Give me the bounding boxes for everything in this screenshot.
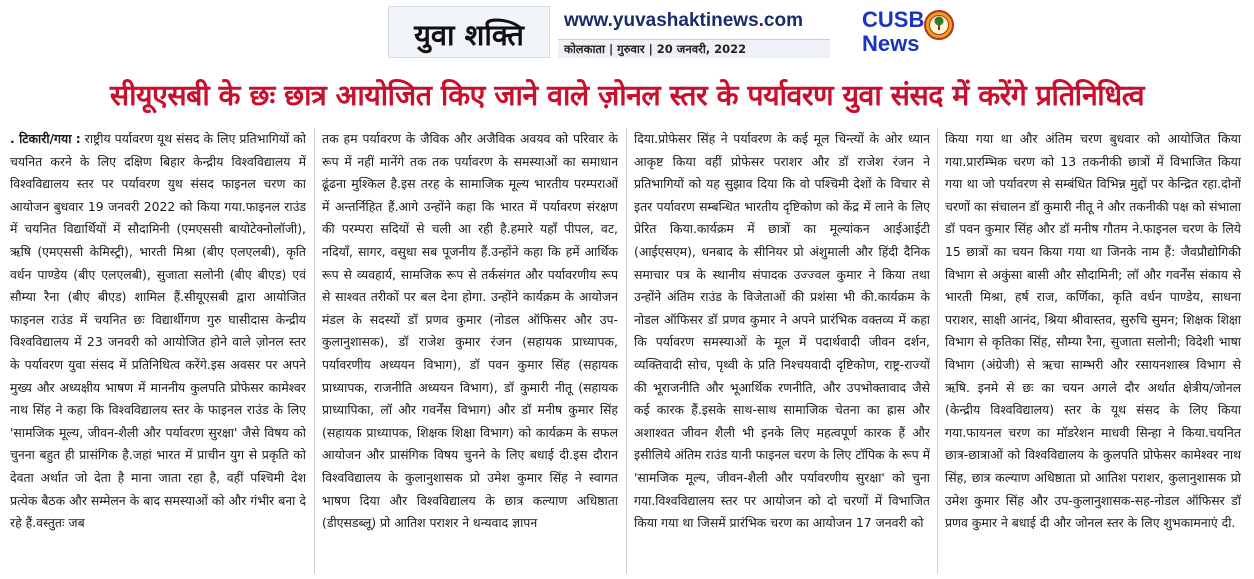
article-column-3: दिया.प्रोफेसर सिंह ने पर्यावरण के कई मूल चिन्त्यों के ओर ध्यान आकृष्ट किया वहीं प्रोफेसर पराशर और डॉ राजेश रंजन ने प्रतिभागियों को यह सुझाव दिया कि वो पश्चिमी देशों के विचार से इतर पर्यावरण सम्बन्धित भारतीय दृष्टिकोण को केंद्र में लाने के लिए प्रेरित किया.कार्यक्रम में छात्रों का मूल्यांकन आईआईटी (आईएसएम), धनबाद के सीनियर प्रो अंशुमाली और हिंदी दैनिक समाचार पत्र के स्थानीय संपादक उज्ज्वल कुमार ने किया तथा उन्होंने अंतिम राउंड के विजेताओं की प्रशंसा भी की.कार्यक्रम के नोडल ऑफिसर डॉ प्रणव कुमार ने अपने प्रारंभिक वक्तव्य में कहा कि पर्यावरण समस्याओं के मूल में पदार्थवादी जीवन दर्शन, व्यक्तिवादी सोच, पृथ्वी के प्रति निश्चयवादी दृष्टिकोण, राष्ट्र-राज्यों की भूराजनीति और भूआर्थिक रणनीति, और उपभोक्तावाद जैसे कई कारक हैं.इसके साथ-साथ सामाजिक चेतना का ह्रास और अशाश्वत जीवन शैली भी इनके लिए महत्वपूर्ण कारक हैं और इसीलिये अंतिम राउंड यानी फाइनल चरण के लिए टॉपिक के रूप में 'सामजिक मूल्य, जीवन-शैली और पर्यावरणीय सुरक्षा' को चुना गया.विश्वविद्यालय स्तर पर आयोजन को दो चरणों में विभाजित किया गया था जिसमें प्रारंभिक चरण का आयोजन 17 जनवरी को — [634, 131, 930, 531]
newspaper-name: युवा शक्ति — [414, 18, 524, 52]
website-url: www.yuvashaktinews.com — [564, 10, 803, 31]
newspaper-masthead — [388, 6, 550, 58]
column-divider — [626, 128, 627, 574]
column-divider — [937, 128, 938, 574]
edition-dateline: कोलकाता | गुरुवार | 20 जनवरी, 2022 — [558, 39, 830, 58]
article-dateline: . टिकारी/गया : — [10, 131, 81, 146]
column-1-text: राष्ट्रीय पर्यावरण यूथ संसद के लिए प्रतिभागियों को चयनित करने के लिए दक्षिण बिहार केन्द्रीय विश्वविद्यालय में विश्वविद्यालय स्तर पर पर्यावरण युथ संसद फाइनल चरण का आयोजन बुधवार 19 जनवरी 2022 को किया गया.फाइनल राउंड में चयनित विद्यार्थियों में सौदामिनी (एमएससी बायोटेक्नोलॉजी), ऋषि (एमएससी केमिस्ट्री), भारती मिश्रा (बीए एलएलबी), कृति वर्धन पाण्डेय (बीए एलएलबी), सुजाता सलोनी (बीए बीएड) एवं सौम्या रैना (बीए बीएड) शामिल हैं.सीयूएसबी द्वारा आयोजित फाइनल राउंड में चयनित छः विद्यार्थीगण गुरु घासीदास केन्द्रीय विश्वविद्यालय में 23 जनवरी को आयोजित होने वाले ज़ोनल स्तर के पर्यावरण युवा संसद में प्रतिनिधित्व करेंगे.इस अवसर पर अपने मुख्य और अध्यक्षीय भाषण में माननीय कुलपति प्रोफेसर कामेश्वर नाथ सिंह ने कहा कि विश्वविद्यालय स्तर के फाइनल राउंड के लिए 'सामजिक मूल्य, जीवन-शैली और पर्यावरण सुरक्षा' जैसे विषय को चुनना बहुत ही प्रासंगिक है.जहां भारत में प्राचीन युग से प्रकृति को देवता अर्थात जो देता है माना जाता रहा है, वहीं पश्चिमी देश प्रत्येक बैठक और सम्मेलन के बाद समस्याओं को और गंभीर बना दे रहे हैं.वस्तुतः जब — [10, 131, 306, 531]
cusb-news-badge — [862, 7, 925, 56]
article-column-2: तक हम पर्यावरण के जैविक और अजैविक अवयव को परिवार के रूप में नहीं मानेंगे तक तक पर्यावरण के समस्याओं का समाधान ढूंढना मुश्किल है.इस तरह के सामाजिक मूल्य भारतीय परम्पराओं में अन्तर्निहित हैं.आगे उन्होंने कहा कि भारत में पर्यावरण संरक्षण की परम्परा सदियों से चली आ रही है.हमारे यहाँ पीपल, वट, नदियाँ, सागर, वसुधा सब पूजनीय हैं.उन्होंने कहा कि हमें आर्थिक रूप से व्यवहार्य, सामजिक रूप से तर्कसंगत और पर्यावरणीय रूप से साश्वत तरीकों पर बल देना होगा. उन्होंने कार्यक्रम के आयोजन मंडल के सदस्यों डॉ प्रणव कुमार (नोडल ऑफिसर और उप-कुलानुशासक), डॉ राजेश कुमार रंजन (सहायक प्राध्यापक, पर्यावरणीय अध्ययन विभाग), डॉ पवन कुमार सिंह (सहायक प्राध्यापक, राजनीति अध्ययन विभाग), डॉ कुमारी नीतू (सहायक प्राध्यापिका, लॉ और गवर्नेंस विभाग) और डॉ मनीष कुमार सिंह (सहायक प्राध्यापक, शिक्षक शिक्षा विभाग) को कार्यक्रम के सफल आयोजन और प्रासंगिक विषय चुनने के लिए बधाई दी.इस दौरान विश्वविद्यालय के कुलानुशासक प्रो उमेश कुमार सिंह ने स्वागत भाषण दिया और विश्वविद्यालय के छात्र कल्याण अधिष्ठाता (डीएसडब्लू) प्रो आतिश पराशर ने धन्यवाद ज्ञापन — [322, 131, 618, 531]
university-seal-icon — [924, 10, 954, 40]
masthead-info — [558, 6, 830, 58]
article-column-4: किया गया था और अंतिम चरण बुधवार को आयोजित किया गया.प्रारम्भिक चरण को 13 तकनीकी छात्रों में विभाजित किया गया था जो पर्यावरण से सम्बंधित विभिन्न मुद्दों पर केन्द्रित रहा.दोनों चरणों का संचालन डॉ कुमारी नीतू ने और तकनीकी पक्ष को संभाला डॉ पवन कुमार सिंह और डॉ मनीष गौतम ने.फाइनल चरण के लिये 15 छात्रों का चयन किया गया था जिनके नाम हैं: जैवप्रौद्योगिकी विभाग से अकुंसा बासी और सौदामिनी; लॉ और गवर्नेंस संकाय से भारती मिश्रा, हर्ष राज, कर्णिका, कृति वर्धन पाण्डेय, साधना पराशर, साक्षी आनंद, श्रिया श्रीवास्तव, सुरुचि सुमन; शिक्षक शिक्षा विभाग से कृतिका सिंह, सौम्या रैना, सुजाता सलोनी; विदेशी भाषा विभाग (अंग्रेजी) से ऋचा साम्भरी और रसायनशास्त्र विभाग से ऋषि. इनमे से छः का चयन अगले दौर अर्थात क्षेत्रीय/जोनल (केन्द्रीय विश्वविद्यालय) स्तर के यूथ संसद के लिए किया गया.फायनल चरण का मॉडरेशन माधवी सिन्हा ने किया.चयनित छात्र-छात्राओं को विश्वविद्यालय के कुलपति प्रोफेसर कामेश्वर नाथ सिंह, छात्र कल्याण अधिष्ठाता प्रो आतिश पराशर, कुलानुशासक प्रो उमेश कुमार सिंह और उप-कुलानुशासक-सह-नोडल ऑफिसर डॉ प्रणव कुमार ने बधाई दी और जोनल स्तर के लिए शुभकामनाएं दी. — [945, 131, 1241, 531]
badge-line-1: CUSB — [862, 7, 925, 32]
column-divider — [314, 128, 315, 574]
article-column-1 — [10, 128, 306, 576]
badge-line-2: News — [862, 31, 920, 56]
article-headline: सीयूएसबी के छः छात्र आयोजित किए जाने वाले ज़ोनल स्तर के पर्यावरण युवा संसद में करेंगे प्रतिनिधित्व — [109, 79, 1145, 112]
